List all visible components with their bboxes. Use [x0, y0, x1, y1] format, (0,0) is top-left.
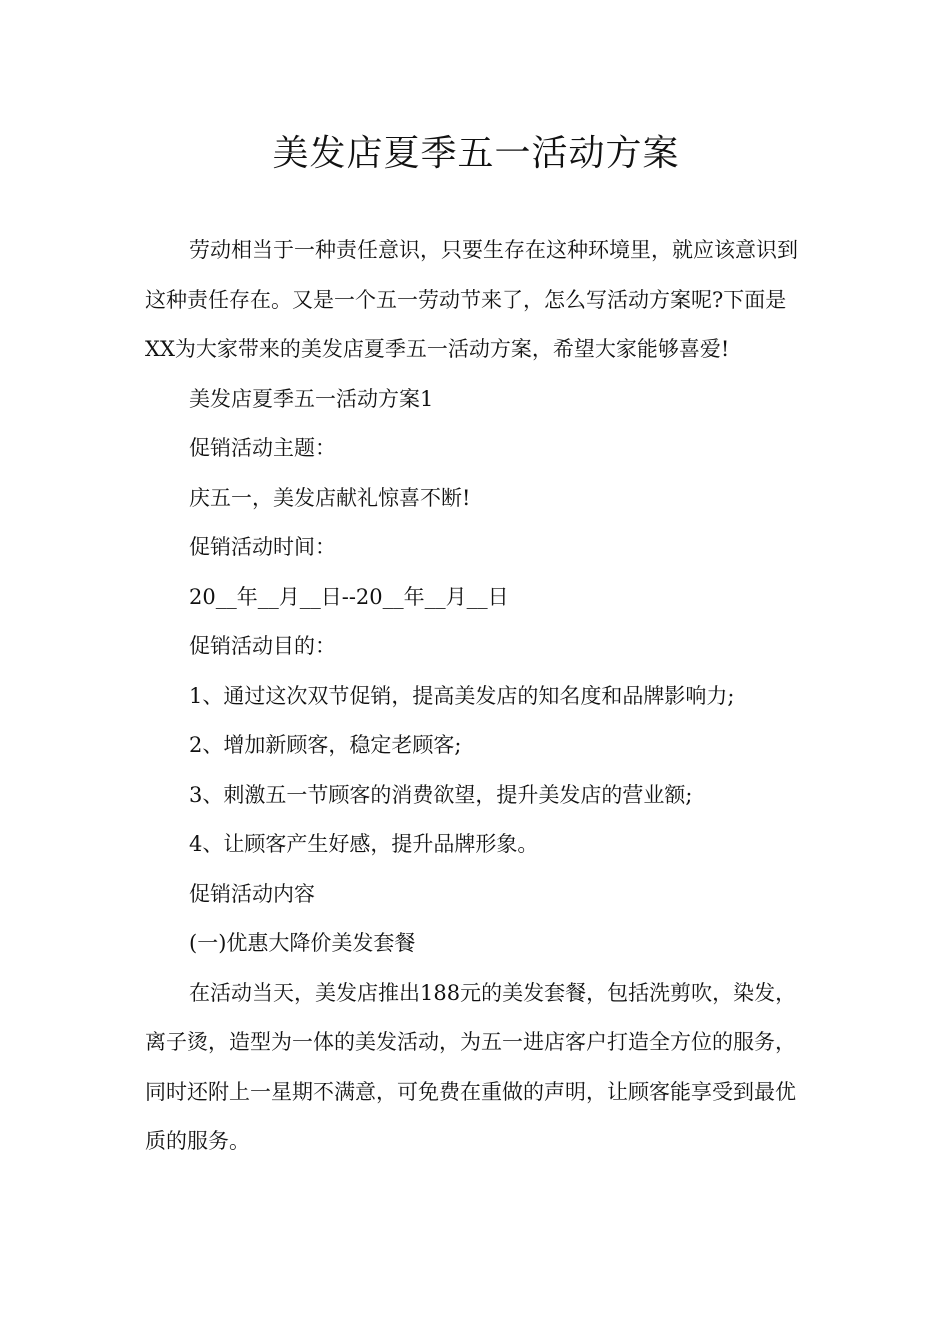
section-title: 美发店夏季五一活动方案1 — [189, 386, 434, 411]
purpose-item: 1、通过这次双节促销，提高美发店的知名度和品牌影响力; — [189, 683, 735, 708]
theme-label: 促销活动主题： — [189, 436, 336, 460]
time-label: 促销活动时间： — [189, 535, 336, 559]
purpose-label: 促销活动目的： — [189, 634, 336, 658]
purpose-item: 2、增加新顾客，稳定老顾客; — [189, 733, 462, 757]
document-body — [145, 226, 807, 1167]
time-value: 20__年__月__日--20__年__月__日 — [189, 584, 509, 609]
intro-paragraph: 劳动相当于一种责任意识，只要生存在这种环境里，就应该意识到这种责任存在。又是一个五一劳动节来了，怎么写活动方案呢?下面是XX为大家带来的美发店夏季五一活动方案，希望大家能够喜爱! — [145, 238, 798, 361]
content-label: 促销活动内容 — [189, 881, 315, 906]
package-title: (一)优惠大降价美发套餐 — [189, 931, 416, 955]
theme-value: 庆五一，美发店献礼惊喜不断! — [189, 485, 471, 510]
document-title: 美发店夏季五一活动方案 — [272, 133, 680, 174]
purpose-item: 4、让顾客产生好感，提升品牌形象。 — [189, 832, 539, 856]
package-description: 在活动当天，美发店推出188元的美发套餐，包括洗剪吹，染发，离子烫，造型为一体的美发活动，为五一进店客户打造全方位的服务，同时还附上一星期不满意，可免费在重做的声明，让顾客能享受到最优质的服务。 — [145, 980, 797, 1153]
purpose-item: 3、刺激五一节顾客的消费欲望，提升美发店的营业额; — [189, 782, 693, 807]
